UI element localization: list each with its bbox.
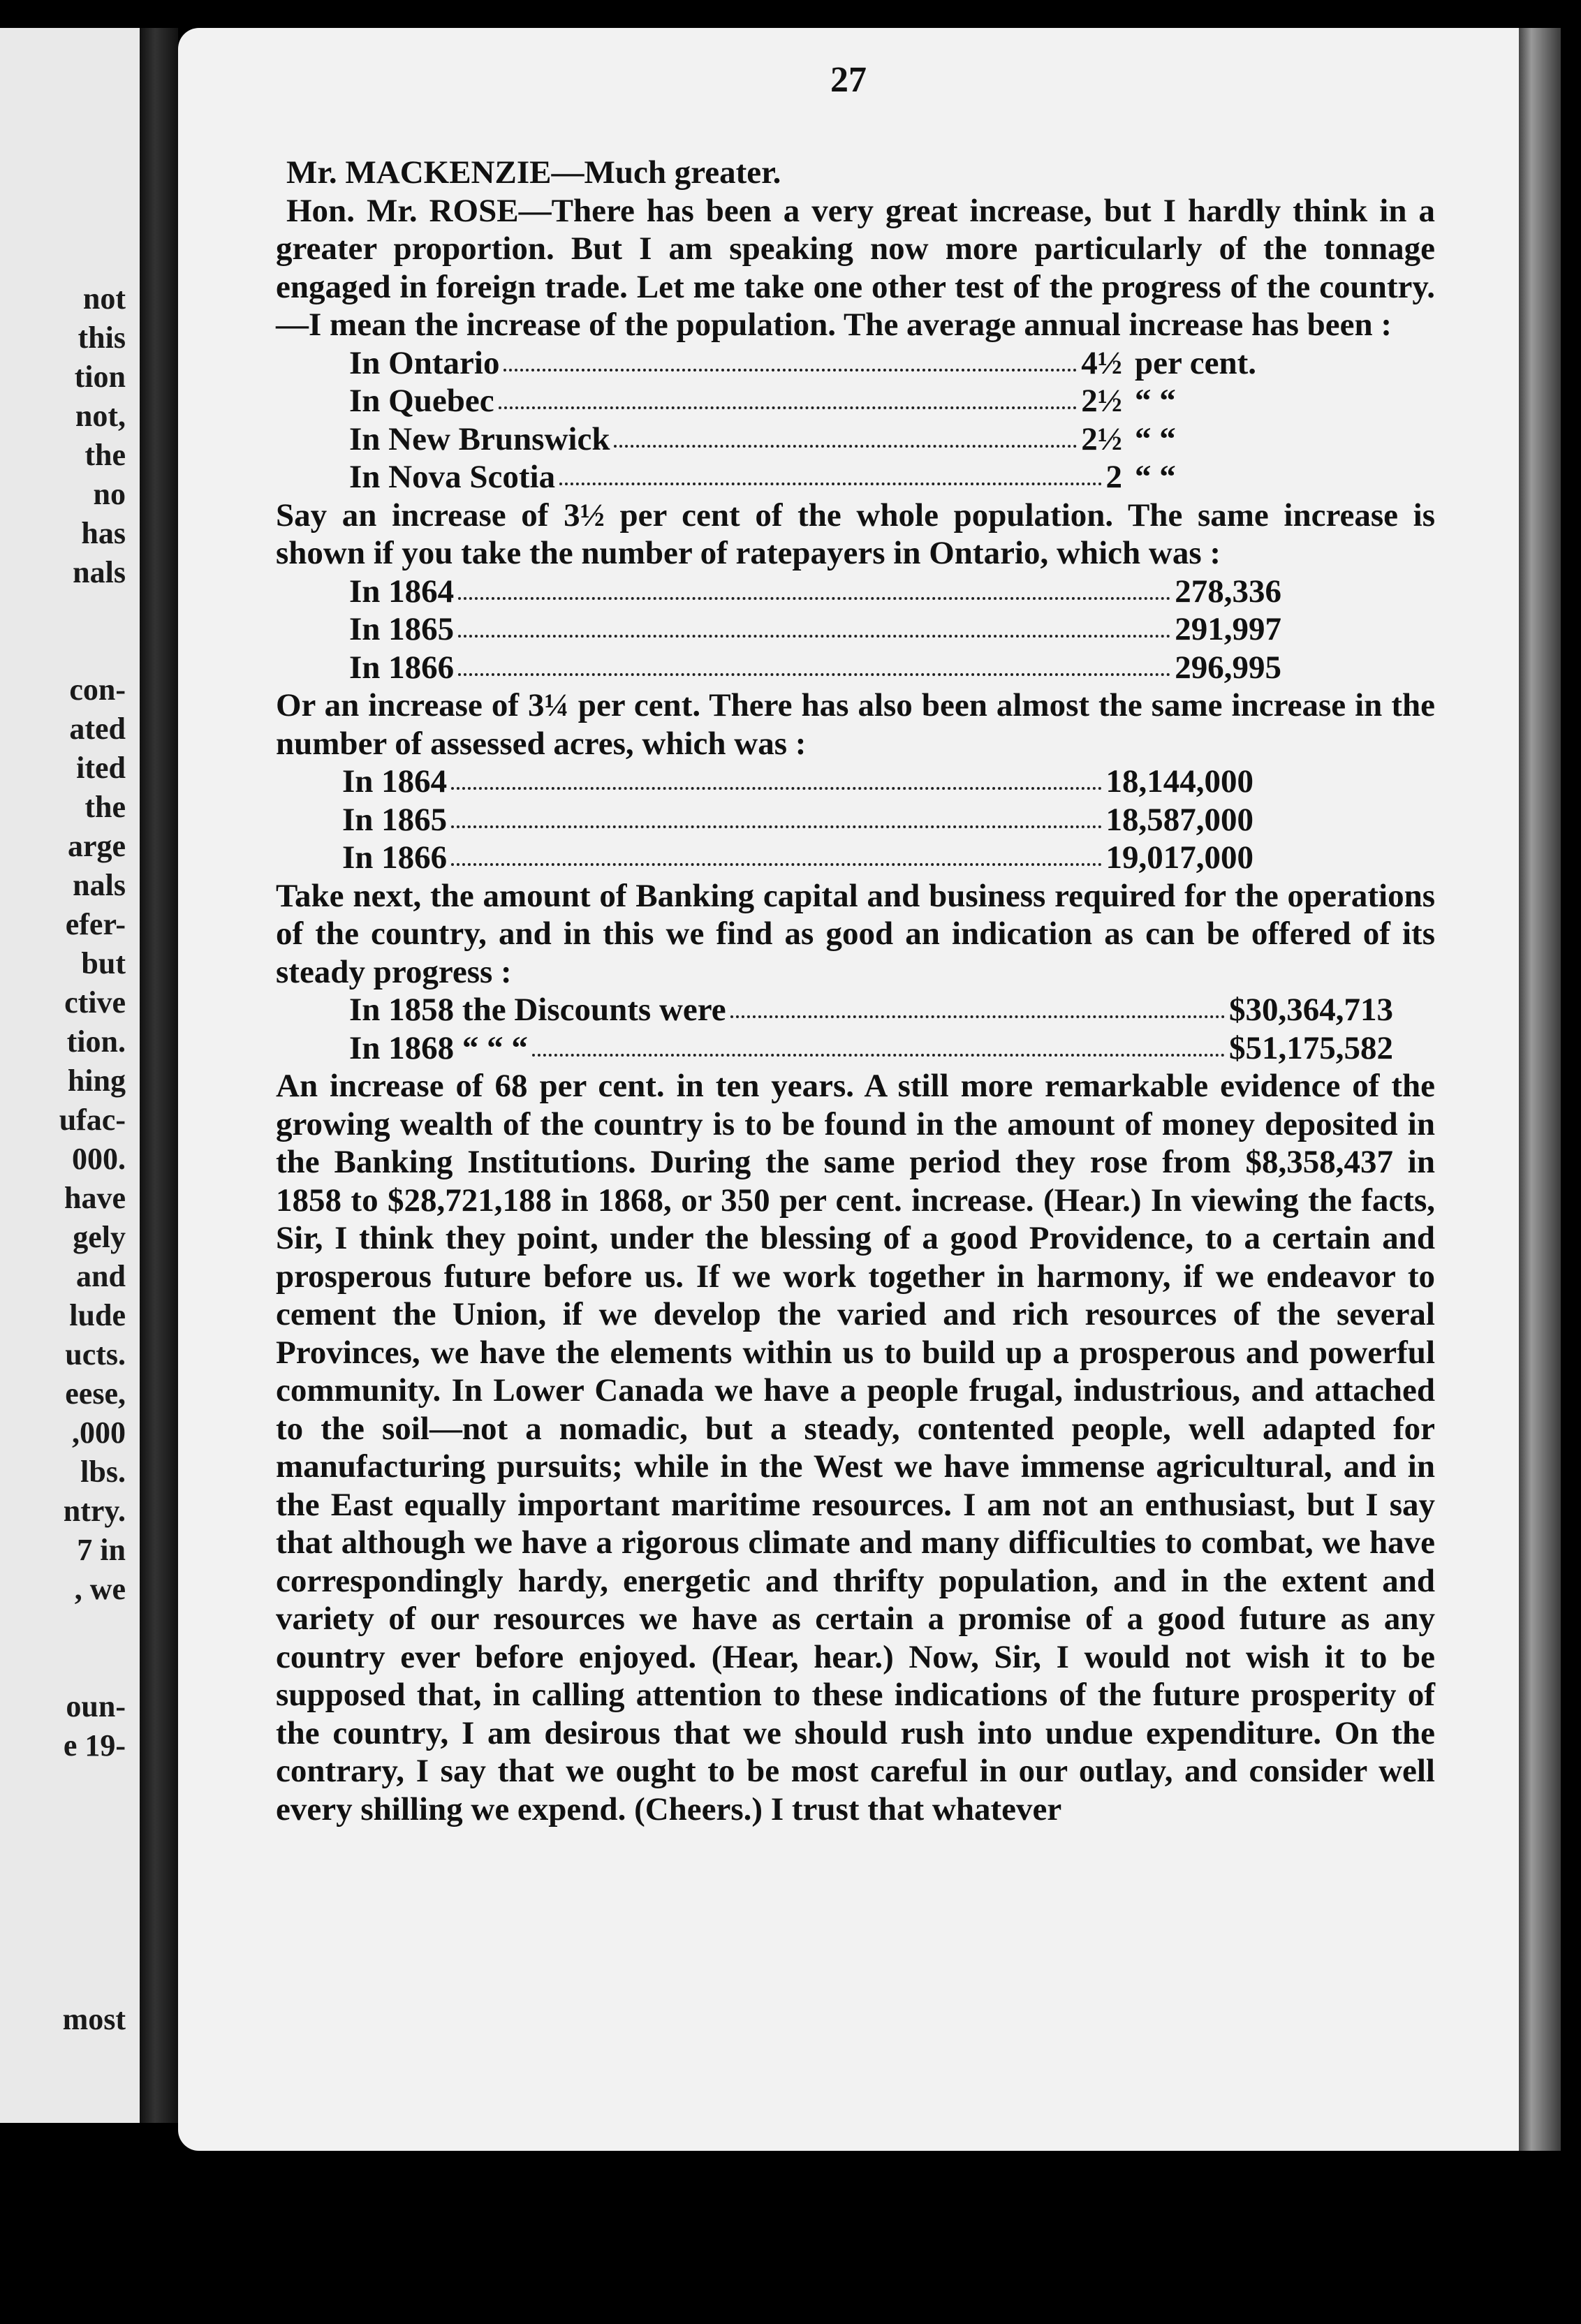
row-label: In 1868 “ “ “ xyxy=(349,1029,528,1066)
left-facing-page xyxy=(0,28,144,2123)
row-value: 19,017,000 xyxy=(1105,839,1253,876)
left-page-fragment: oun- xyxy=(66,1689,126,1723)
left-page-fragment xyxy=(0,1961,126,2000)
table-row xyxy=(276,649,1281,687)
left-page-fragment: ited xyxy=(76,751,126,785)
table-row xyxy=(276,991,1393,1029)
book-gutter xyxy=(140,28,178,2123)
speaker-name: Mr. MACKENZIE xyxy=(286,154,552,191)
dot-leader xyxy=(559,483,1101,485)
left-page-fragment: the xyxy=(84,790,126,824)
row-label: In 1866 xyxy=(342,839,448,876)
table-row xyxy=(276,420,1274,459)
speech-mackenzie xyxy=(276,154,1435,192)
left-page-fragment xyxy=(0,1922,126,1961)
page-body xyxy=(276,154,1435,1828)
paragraph-ratepayers: Say an increase of 3½ per cent of the whole population. The same increase is shown if you take the number of ratepayers in Ontario, which was : xyxy=(276,497,1435,571)
table-row xyxy=(276,573,1281,611)
left-page-fragment: not, xyxy=(75,399,126,433)
speech-rose xyxy=(276,192,1435,344)
row-label: In New Brunswick xyxy=(349,420,610,457)
row-value: 2½ xyxy=(1081,420,1122,457)
left-page-fragment: ufac- xyxy=(59,1103,126,1137)
left-page-fragment: e 19- xyxy=(63,1728,126,1763)
dot-leader xyxy=(532,1054,1225,1057)
paragraph-closing: An increase of 68 per cent. in ten years. A still more remarkable evidence of the growing wealth of the country is to be found in the amount of money deposited in the Banking Institutions. During the same period they rose from $8,358,437 in 1858 to $28,721,188 in 1868, or 350 per cent. increase. (Hear.) In viewing the facts, Sir, I think they point, under the blessing of a good Providence, to a certain and prosperous future before us. If we work together in harmony, if we endeavor to cement the Union, if we develop the varied and rich resources of the several Provinces, we have the elements within us to build up a prosperous and powerful community. In Lower Canada we have a people frugal, industrious, and attached to the soil—not a nomadic, but a steady, contented people, well adapted for manufacturing pursuits; while in the West we have immense agricultural, and in the East equally important maritime resources. I am not an enthusiast, but I say that although we have a rigorous climate and many difficulties to combat, we have correspondingly hardy, energetic and thrifty population, and in the extent and variety of our resources we have as certain a promise of a good future as any country ever before enjoyed. (Hear, hear.) Now, Sir, I would not wish it to be supposed that, in calling attention to these indications of the future prosperity of the country, I am desirous that we should rush into undue expenditure. On the contrary, I say that we ought to be most careful in our outlay, and consider well every shilling we expend. (Cheers.) I trust that whatever xyxy=(276,1068,1435,1827)
left-page-fragment xyxy=(0,1883,126,1922)
left-page-fragment: hing xyxy=(67,1064,126,1098)
row-label: In Ontario xyxy=(349,344,500,381)
row-value: 18,144,000 xyxy=(1105,763,1253,800)
row-label: In Quebec xyxy=(349,383,494,419)
left-page-fragment: ,000 xyxy=(72,1415,126,1450)
row-value: $30,364,713 xyxy=(1229,992,1393,1028)
page-right-edge xyxy=(1519,28,1561,2151)
left-page-fragment: the xyxy=(84,438,126,472)
speaker-name: Hon. Mr. ROSE xyxy=(286,192,519,229)
row-value: 278,336 xyxy=(1175,573,1281,610)
row-value: 296,995 xyxy=(1175,649,1281,686)
left-page-fragment xyxy=(0,1765,126,1804)
left-page-fragment: nals xyxy=(73,555,126,589)
left-page-fragment: ctive xyxy=(64,985,126,1020)
row-label: In 1866 xyxy=(349,649,455,686)
left-page-fragment: no xyxy=(93,477,126,511)
table-row xyxy=(276,344,1274,383)
table-row xyxy=(276,801,1253,839)
table-row xyxy=(276,1029,1393,1068)
left-page-fragment: this xyxy=(78,321,126,355)
dot-leader xyxy=(451,863,1101,866)
population-increase-table xyxy=(276,344,1274,497)
left-page-fragment: lbs. xyxy=(80,1455,126,1489)
left-page-fragment: ucts. xyxy=(65,1337,126,1371)
row-label: In 1858 the Discounts were xyxy=(349,992,726,1028)
left-page-fragment: gely xyxy=(73,1220,126,1254)
left-page-fragment: efer- xyxy=(65,907,126,941)
table-row xyxy=(276,763,1253,801)
dot-leader xyxy=(458,673,1170,676)
left-page-fragment xyxy=(0,1804,126,1844)
main-page xyxy=(178,28,1519,2151)
row-value: $51,175,582 xyxy=(1229,1029,1393,1066)
row-value: 2 xyxy=(1105,459,1122,495)
left-page-fragment: lude xyxy=(69,1298,126,1332)
row-value: 291,997 xyxy=(1175,611,1281,647)
left-page-text-fragments xyxy=(0,279,126,2039)
table-row xyxy=(276,839,1253,877)
left-page-fragment: most xyxy=(62,2002,126,2036)
left-page-fragment: eese, xyxy=(65,1376,126,1411)
assessed-acres-table xyxy=(276,763,1253,877)
left-page-fragment: tion xyxy=(74,360,126,394)
dot-leader xyxy=(503,369,1077,372)
left-page-fragment: arge xyxy=(67,829,126,863)
row-unit: “ “ xyxy=(1135,459,1176,495)
left-page-fragment xyxy=(0,592,126,631)
row-value: 18,587,000 xyxy=(1105,801,1253,838)
dot-leader xyxy=(451,787,1101,790)
dot-leader xyxy=(499,406,1078,409)
row-value: 4½ xyxy=(1081,344,1122,381)
left-page-fragment xyxy=(0,631,126,670)
left-page-fragment: have xyxy=(64,1181,126,1215)
page-number: 27 xyxy=(830,60,867,100)
left-page-fragment: and xyxy=(76,1259,126,1293)
left-page-fragment: ntry. xyxy=(63,1494,126,1528)
discounts-table xyxy=(276,991,1393,1067)
left-page-fragment: has xyxy=(81,516,126,550)
left-page-fragment xyxy=(0,1648,126,1687)
row-label: In 1865 xyxy=(349,611,455,647)
row-label: In 1864 xyxy=(342,763,448,800)
row-unit: per cent. xyxy=(1135,344,1257,381)
table-row xyxy=(276,610,1281,649)
left-page-fragment: ated xyxy=(69,712,126,746)
dot-leader xyxy=(614,445,1077,448)
left-page-fragment: , we xyxy=(74,1572,126,1606)
left-page-fragment: but xyxy=(81,946,126,980)
left-page-fragment: con- xyxy=(69,672,126,707)
left-page-fragment xyxy=(0,1609,126,1648)
ratepayers-table xyxy=(276,573,1281,687)
left-page-fragment: 7 in xyxy=(77,1533,126,1567)
row-value: 2½ xyxy=(1081,383,1122,419)
speech-text: —Much greater. xyxy=(551,154,781,191)
table-row xyxy=(276,382,1274,420)
dot-leader xyxy=(458,597,1170,600)
speech-text: —There has been a very great increase, but I hardly think in a greater proportion. But I am speaking now more particularly of the tonnage engaged in foreign trade. Let me take one other test of the progress of the country.—I mean the increase of the population. The average annual increase has been : xyxy=(276,192,1435,343)
left-page-fragment: nals xyxy=(73,868,126,902)
left-page-fragment xyxy=(0,1844,126,1883)
dot-leader xyxy=(730,1015,1225,1018)
left-page-fragment: 000. xyxy=(72,1142,126,1176)
table-row xyxy=(276,458,1274,497)
paragraph-acres: Or an increase of 3¼ per cent. There has also been almost the same increase in the number of assessed acres, which was : xyxy=(276,687,1435,762)
left-page-fragment: tion. xyxy=(66,1024,126,1059)
dot-leader xyxy=(451,825,1101,828)
row-label: In Nova Scotia xyxy=(349,459,556,495)
left-page-fragment: not xyxy=(82,281,126,316)
row-unit: “ “ xyxy=(1135,383,1176,419)
dot-leader xyxy=(458,635,1170,638)
row-label: In 1865 xyxy=(342,801,448,838)
paragraph-banking: Take next, the amount of Banking capital and business required for the operations of the country, and in this we find as good an indication as can be offered of its steady progress : xyxy=(276,877,1435,990)
row-unit: “ “ xyxy=(1135,420,1176,457)
row-label: In 1864 xyxy=(349,573,455,610)
